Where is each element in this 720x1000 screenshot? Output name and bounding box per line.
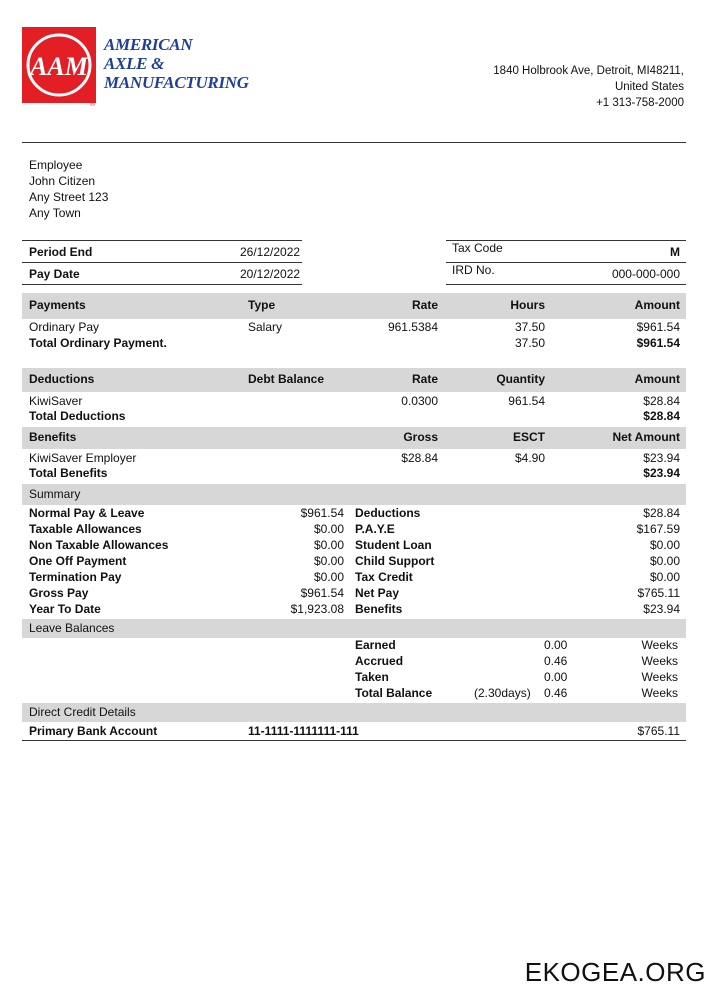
col-header: Deductions [29, 372, 95, 386]
cell: $961.54 [636, 336, 680, 350]
leave-value: 0.46 [544, 654, 568, 668]
leave-unit: Weeks [641, 638, 678, 652]
company-name-line: AXLE & [104, 54, 165, 73]
divider [446, 284, 686, 285]
summary-label: Deductions [355, 506, 421, 520]
cell: Total Benefits [29, 466, 108, 480]
cell: Ordinary Pay [29, 320, 100, 334]
cell: KiwiSaver Employer [29, 451, 137, 465]
tax-code-label: Tax Code [452, 241, 503, 255]
summary-row [22, 586, 686, 603]
summary-value: $0.00 [313, 554, 344, 568]
summary-label: Tax Credit [355, 570, 413, 584]
period-end-value: 26/12/2022 [240, 245, 301, 259]
divider [22, 142, 686, 143]
summary-label: Benefits [355, 602, 403, 616]
bank-account-label: Primary Bank Account [29, 724, 158, 738]
summary-label: One Off Payment [29, 554, 127, 568]
leave-value: 0.00 [544, 670, 568, 684]
summary-row [22, 522, 686, 539]
cell: $4.90 [514, 451, 545, 465]
total-row [22, 336, 686, 353]
leave-row [22, 638, 686, 655]
ird-value: 000-000-000 [611, 267, 680, 281]
col-header: ESCT [512, 430, 545, 444]
col-header: Rate [411, 372, 438, 386]
section-title: Summary [29, 487, 81, 501]
summary-value: $0.00 [649, 570, 680, 584]
cell: 961.54 [508, 394, 545, 408]
bank-account-number: 11-1111-1111111-111 [248, 724, 359, 738]
summary-label: Non Taxable Allowances [29, 538, 169, 552]
logo-lettering: AAM [30, 52, 88, 81]
cell: 37.50 [514, 336, 545, 350]
cell: 0.0300 [401, 394, 438, 408]
summary-row [22, 538, 686, 555]
aam-logo-icon [22, 27, 96, 103]
cell: Total Ordinary Payment. [29, 336, 167, 350]
direct-credit-header [22, 703, 686, 722]
summary-header [22, 484, 686, 505]
summary-row [22, 570, 686, 587]
col-header: Gross [403, 430, 438, 444]
summary-row [22, 506, 686, 523]
watermark: EKOGEA.ORG [524, 957, 706, 987]
leave-label: Earned [355, 638, 396, 652]
employee-line: Any Street 123 [29, 190, 109, 204]
benefits-header [22, 427, 686, 449]
divider [22, 262, 302, 263]
section-title: Direct Credit Details [29, 705, 136, 719]
leave-row [22, 670, 686, 687]
pay-date-value: 20/12/2022 [240, 267, 301, 281]
address-line: United States [614, 81, 684, 93]
cell: $28.84 [643, 394, 680, 408]
employee-line: Employee [29, 158, 83, 172]
divider [22, 240, 302, 241]
col-header: Amount [634, 298, 680, 312]
col-header: Amount [634, 372, 680, 386]
period-end-row [22, 241, 686, 262]
cell: KiwiSaver [29, 394, 83, 408]
section-title: Leave Balances [29, 621, 115, 635]
col-header: Benefits [29, 430, 77, 444]
company-name-line: AMERICAN [104, 35, 193, 54]
address-line: 1840 Holbrook Ave, Detroit, MI48211, [493, 65, 684, 77]
divider [22, 284, 302, 285]
employee-line: John Citizen [29, 174, 96, 188]
summary-value: $1,923.08 [290, 602, 344, 616]
summary-row [22, 602, 686, 619]
col-header: Payments [29, 298, 86, 312]
summary-value: $0.00 [313, 570, 344, 584]
cell: $28.84 [401, 451, 438, 465]
cell: Total Deductions [29, 409, 126, 423]
company-address [493, 63, 684, 111]
summary-value: $961.54 [300, 586, 344, 600]
cell: $23.94 [643, 451, 680, 465]
leave-value: 0.00 [544, 638, 568, 652]
summary-value: $765.11 [637, 586, 680, 600]
summary-value: $0.00 [649, 538, 680, 552]
employee-block [29, 157, 108, 221]
col-header: Rate [411, 298, 438, 312]
company-name-line: MANUFACTURING [104, 73, 249, 92]
bank-account-row [22, 724, 686, 741]
summary-value: $961.54 [300, 506, 344, 520]
period-end-label: Period End [29, 245, 93, 259]
col-header: Type [248, 298, 276, 312]
col-header: Net Amount [612, 430, 680, 444]
leave-unit: Weeks [641, 686, 678, 700]
leave-label: Total Balance [355, 686, 433, 700]
pay-date-label: Pay Date [29, 267, 80, 281]
bank-account-amount: $765.11 [637, 724, 680, 738]
deductions-header [22, 368, 686, 392]
leave-note: (2.30days) [474, 686, 531, 700]
cell: 961.5384 [387, 320, 438, 334]
company-name [104, 35, 249, 92]
payments-header [22, 293, 686, 319]
cell: $961.54 [636, 320, 680, 334]
total-row [22, 466, 686, 483]
employee-line: Any Town [29, 206, 81, 220]
summary-value: $0.00 [313, 538, 344, 552]
summary-label: Termination Pay [29, 570, 122, 584]
address-line: +1 313-758-2000 [596, 97, 684, 109]
leave-row [22, 654, 686, 671]
table-row [22, 320, 686, 337]
col-header: Debt Balance [248, 372, 325, 386]
cell: $23.94 [643, 466, 680, 480]
pay-date-row [22, 263, 686, 284]
summary-label: Year To Date [29, 602, 101, 616]
total-row [22, 409, 686, 426]
leave-unit: Weeks [641, 654, 678, 668]
registered-mark: ® [90, 101, 96, 108]
cell: Salary [248, 320, 283, 334]
leave-unit: Weeks [641, 670, 678, 684]
leave-value: 0.46 [544, 686, 568, 700]
summary-value: $23.94 [643, 602, 680, 616]
summary-label: Taxable Allowances [29, 522, 142, 536]
summary-label: Gross Pay [29, 586, 89, 600]
tax-code-value: M [670, 245, 680, 259]
summary-label: Net Pay [355, 586, 400, 600]
summary-value: $0.00 [649, 554, 680, 568]
summary-label: Normal Pay & Leave [29, 506, 145, 520]
divider [22, 740, 686, 741]
company-logo [22, 27, 96, 103]
cell: 37.50 [514, 320, 545, 334]
col-header: Quantity [496, 372, 545, 386]
summary-label: P.A.Y.E [355, 522, 395, 536]
summary-label: Child Support [355, 554, 435, 568]
summary-value: $0.00 [313, 522, 344, 536]
cell: $28.84 [643, 409, 680, 423]
summary-label: Student Loan [355, 538, 432, 552]
ird-label: IRD No. [452, 263, 495, 277]
leave-row [22, 686, 686, 703]
leave-label: Taken [355, 670, 389, 684]
summary-value: $167.59 [636, 522, 680, 536]
leave-header [22, 619, 686, 638]
leave-label: Accrued [355, 654, 404, 668]
summary-value: $28.84 [643, 506, 680, 520]
summary-row [22, 554, 686, 571]
col-header: Hours [510, 298, 545, 312]
